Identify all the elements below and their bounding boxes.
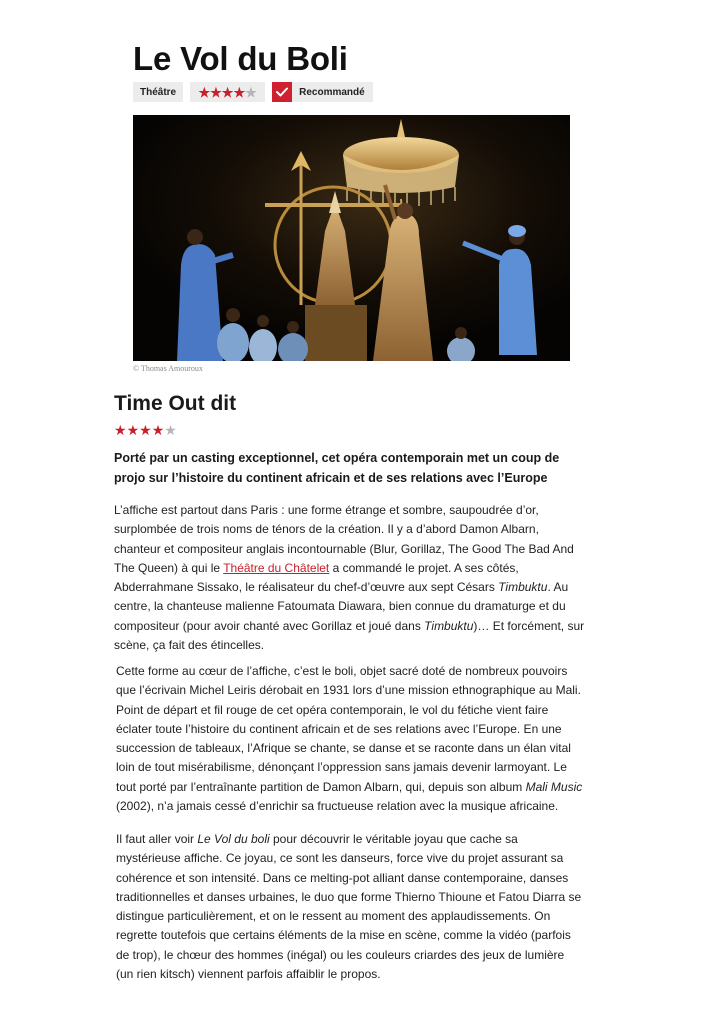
checkmark-icon bbox=[272, 82, 292, 102]
review-rating bbox=[114, 423, 177, 437]
text-run: (2002), n’a jamais cessé d’enrichir sa fructueuse relation avec la musique africaine. bbox=[116, 799, 559, 814]
text-run: Cette forme au cœur de l’affiche, c’est le boli, objet sacré doté de nombreux pouvoirs que l’écrivain Michel Leiris dérobait en 1931 lors d’une mission ethnographique au Mali. Point de départ et fil rouge de cet opéra contemporain, le vol du fétiche vient faire éclater toute l’histoire du continent africain et de ses relations avec l’Europe. En une succession de tableaux, l’Afrique se chante, se danse et se raconte dans un élan vital loin de tout misérabilisme, dénonçant l’oppression sans jamais devenir larmoyant. Le tout porté par l’entraînante partition de Damon Albarn, qui, depuis son album bbox=[116, 664, 581, 794]
hero-image bbox=[133, 115, 570, 361]
category-tag[interactable]: Théâtre bbox=[133, 82, 183, 102]
tag-bar bbox=[133, 82, 373, 102]
star-icon: ★ bbox=[126, 422, 140, 438]
image-credit: © Thomas Amouroux bbox=[133, 364, 203, 373]
body-paragraph bbox=[116, 662, 584, 816]
text-run: a commandé le projet. A ses côtés, Abderrahmane Sissako, le réalisateur du chef-d’œuvre aux sept Césars bbox=[114, 560, 519, 595]
text-run: . Au centre, la chanteuse malienne Fatoumata Diawara, bien connue du dramaturge et du compositeur (pour avoir chanté avec Gorillaz et joué dans bbox=[114, 580, 569, 633]
star-icon: ★ bbox=[114, 422, 127, 438]
body-paragraph bbox=[114, 501, 586, 655]
star-icon: ★ bbox=[221, 84, 234, 100]
text-run: Il faut aller voir bbox=[116, 832, 198, 846]
standfirst: Porté par un casting exceptionnel, cet opéra contemporain met un coup de projo sur l’histoire du continent africain et de ses relations avec l’Europe bbox=[114, 451, 560, 485]
text-run: pour découvrir le véritable joyau que cache sa mystérieuse affiche. Ce joyau, ce sont les danseurs, force vive du projet assurant sa cohérence et son intensité. Dans ce melting-pot alliant danse contemporaine, danses traditionnelles et danses urbaines, le duo que forme Thierno Thioune et Fatou Diarra se distingue particulièrement, et on le ressent au moment des applaudissements. On regrette toutefois que certains éléments de la mise en scène, comme la vidéo (parfois de trop), le chœur des hommes (inégal) ou les couleurs criardes des jeux de lumière (un rien kitsch) viennent parfois affaiblir le propos. bbox=[116, 832, 582, 982]
film-title: Timbuktu bbox=[424, 618, 474, 633]
body-paragraph bbox=[116, 830, 584, 984]
text-run: L’affiche est partout dans Paris : une forme étrange et sombre, saupoudrée d’or, surplombée de trois noms de ténors de la création. Il y a d’abord Damon Albarn, chanteur et compositeur anglais incontournable (Blur, Gorillaz, The Good The Bad And The Queen) à qui le bbox=[114, 503, 574, 575]
show-title: Le Vol du boli bbox=[197, 832, 270, 846]
star-icon: ★ bbox=[233, 84, 246, 100]
recommended-label: Recommandé bbox=[299, 86, 365, 98]
star-icon: ★ bbox=[198, 84, 211, 100]
star-icon: ★ bbox=[245, 84, 257, 100]
album-title: Mali Music bbox=[525, 779, 583, 794]
star-rating-tag bbox=[190, 82, 265, 102]
stage-illustration bbox=[133, 115, 570, 361]
film-title: Timbuktu bbox=[498, 580, 548, 595]
text-run: )… Et forcément, sur scène, ça fait des étincelles. bbox=[114, 618, 585, 653]
star-icon: ★ bbox=[164, 422, 177, 438]
star-icon: ★ bbox=[210, 84, 222, 100]
page-title: Le Vol du Boli bbox=[133, 40, 348, 77]
star-icon: ★ bbox=[151, 422, 165, 438]
recommended-tag bbox=[272, 82, 373, 102]
review-heading: Time Out dit bbox=[114, 392, 237, 415]
chatelet-link[interactable]: Théâtre du Châtelet bbox=[223, 560, 330, 575]
star-icon: ★ bbox=[139, 422, 152, 438]
